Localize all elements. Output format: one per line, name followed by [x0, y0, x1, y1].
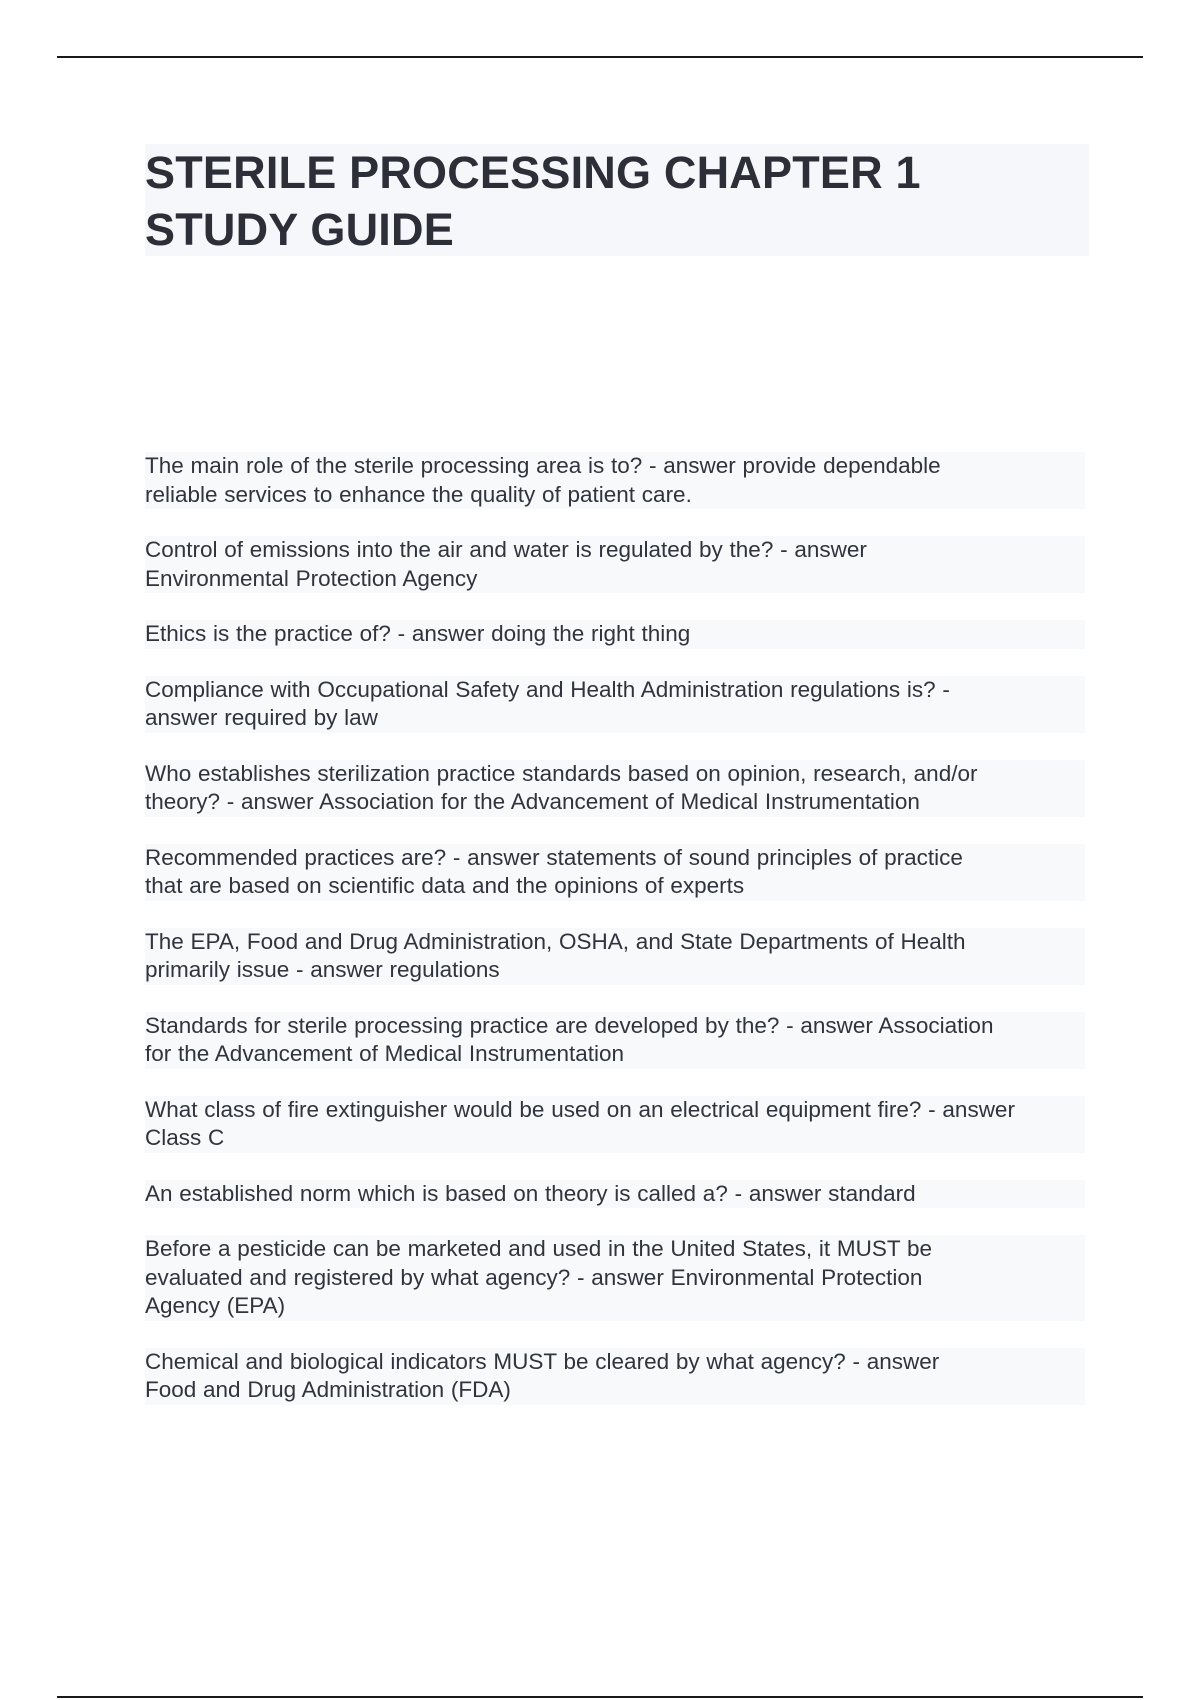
- qa-list: [145, 452, 1085, 1432]
- qa-item: Control of emissions into the air and water is regulated by the? - answer Environmental Protection Agency: [145, 536, 1085, 593]
- qa-item: What class of fire extinguisher would be used on an electrical equipment fire? - answer Class C: [145, 1096, 1085, 1153]
- document-title: STERILE PROCESSING CHAPTER 1 STUDY GUIDE: [145, 147, 921, 255]
- top-divider: [57, 56, 1143, 58]
- bottom-divider: [57, 1696, 1143, 1698]
- qa-item: The main role of the sterile processing area is to? - answer provide dependable reliable services to enhance the quality of patient care.: [145, 452, 1085, 509]
- qa-item: An established norm which is based on theory is called a? - answer standard: [145, 1180, 1085, 1209]
- qa-item: Recommended practices are? - answer statements of sound principles of practice that are based on scientific data and the opinions of experts: [145, 844, 1085, 901]
- qa-item: Compliance with Occupational Safety and Health Administration regulations is? - answer required by law: [145, 676, 1085, 733]
- qa-item: The EPA, Food and Drug Administration, OSHA, and State Departments of Health primarily issue - answer regulations: [145, 928, 1085, 985]
- title-block: [145, 144, 1089, 256]
- qa-item: Before a pesticide can be marketed and used in the United States, it MUST be evaluated and registered by what agency? - answer Environmental Protection Agency (EPA): [145, 1235, 1085, 1321]
- qa-item: Chemical and biological indicators MUST be cleared by what agency? - answer Food and Drug Administration (FDA): [145, 1348, 1085, 1405]
- qa-item: Ethics is the practice of? - answer doing the right thing: [145, 620, 1085, 649]
- qa-item: Standards for sterile processing practice are developed by the? - answer Association for the Advancement of Medical Instrumentation: [145, 1012, 1085, 1069]
- qa-item: Who establishes sterilization practice standards based on opinion, research, and/or theory? - answer Association for the Advancement of Medical Instrumentation: [145, 760, 1085, 817]
